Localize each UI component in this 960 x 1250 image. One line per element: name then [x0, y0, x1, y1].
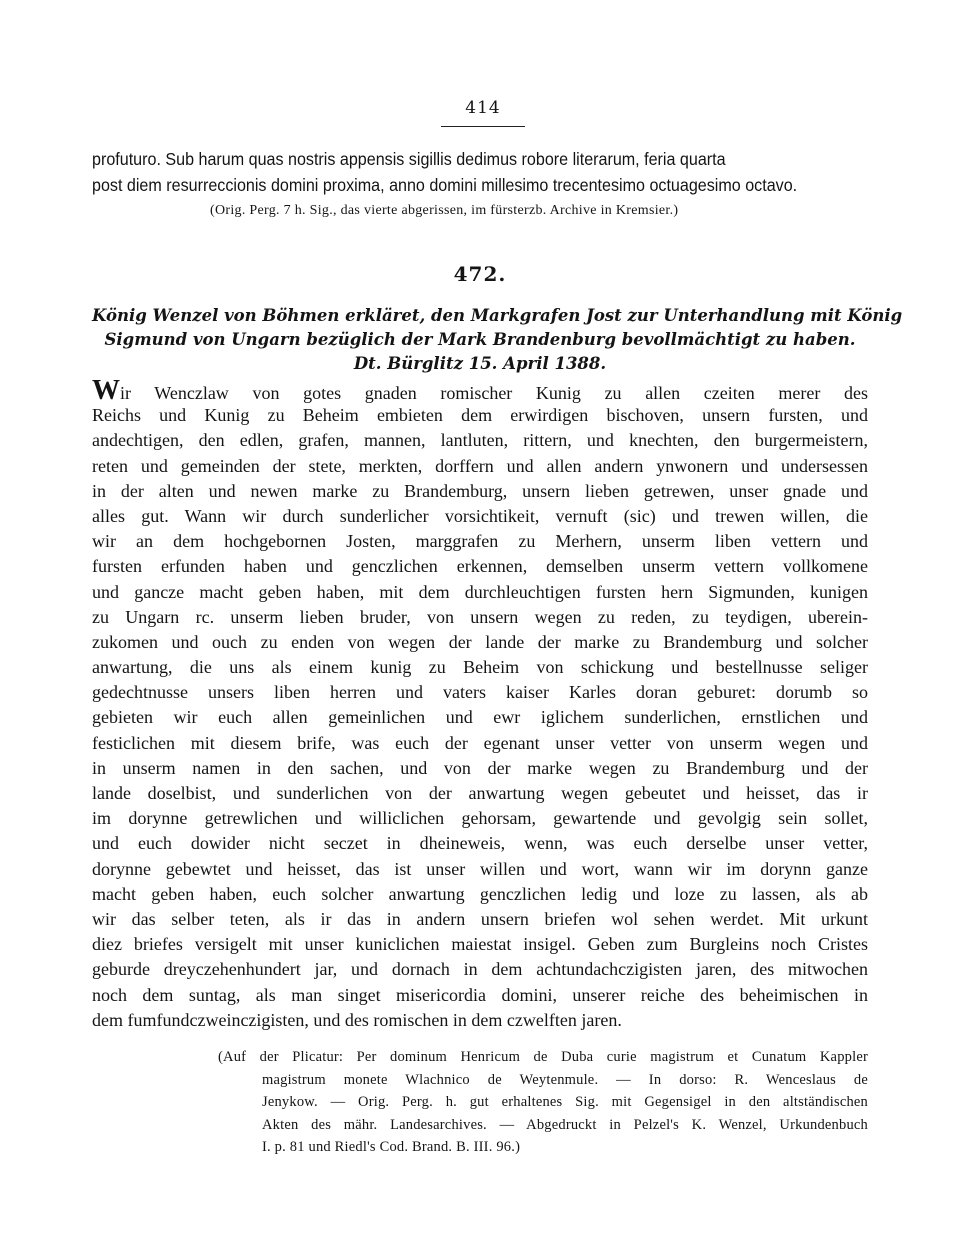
body-line: [92, 1008, 868, 1033]
body-line: [92, 428, 868, 453]
footnote-line: magistrum monete Wlachnico de Weytenmule. — In dorso: R. Wenceslaus de: [262, 1071, 868, 1088]
body-line: [92, 957, 868, 982]
body-line: [92, 680, 868, 705]
page-number-rule: [441, 126, 525, 127]
body-line: [92, 403, 868, 428]
body-line-text: in unserm namen in den sachen, und von der marke wegen zu Brandemburg und der: [92, 757, 868, 778]
body-line-text: fursten erfunden haben und genczlichen erkennen, demselben unserm vettern vollkomene: [92, 556, 868, 577]
body-line-text: zukomen und ouch zu enden von wegen der lande der marke zu Brandemburg und solcher: [92, 631, 868, 652]
document-footnote: [218, 1046, 868, 1159]
document-body: [92, 375, 868, 1033]
body-line: [92, 731, 868, 756]
body-line-text: gebieten wir euch allen gemeinlichen und ewr iglichem sunderlichen, ernstlichen und: [92, 707, 868, 728]
body-line: [92, 375, 868, 406]
body-line-text: noch dem suntag, als man singet misericordia domini, unserer reiche des beheimischen in: [92, 984, 868, 1005]
body-line-text: zu Ungarn rc. unserm lieben bruder, von unsern wegen zu reden, zu teydigen, uberein-: [92, 606, 868, 627]
footnote-line: I. p. 81 und Riedl's Cod. Brand. B. III. 96.): [262, 1139, 521, 1156]
summary-date-line: Dt. Bürglitz 15. April 1388.: [353, 354, 607, 373]
footnote-line: Akten des mähr. Landesarchives. — Abgedruckt in Pelzel's K. Wenzel, Urkundenbuch: [262, 1116, 868, 1133]
body-line: [92, 630, 868, 655]
body-line: [92, 655, 868, 680]
body-line: [92, 882, 868, 907]
body-line: [92, 479, 868, 504]
body-line-text: ir Wenczlaw von gotes gnaden romischer Kunig zu allen czeiten merer des: [120, 383, 868, 403]
body-line: [92, 907, 868, 932]
body-line-text: lande doselbist, und sunderlichen von der anwartung wegen gebeutet und heisset, das ir: [92, 783, 868, 803]
body-line-text: alles gut. Wann wir durch sunderlicher vorsichtikeit, vernuft (sic) und trewen willen, die: [92, 505, 868, 526]
previous-closing-line: profuturo. Sub harum quas nostris appensis sigillis dedimus robore literarum, feria quarta: [92, 149, 726, 169]
body-line: [92, 705, 868, 730]
initial-letter: W: [92, 375, 120, 406]
body-line: [92, 806, 868, 831]
body-line: [92, 781, 868, 806]
body-line-text: dorynne gebewtet und heisset, das ist unser willen und wort, wann wir im dorynn ganze: [92, 858, 868, 879]
body-line-text: und euch dowider nicht seczet in dheineweis, wenn, was euch derselbe unser vetter,: [92, 833, 868, 854]
document-summary: [92, 304, 903, 376]
body-line-text: diez briefes versigelt mit unser kuniclichen maiestat insigel. Geben zum Burgleins noch Cristes: [92, 934, 868, 955]
body-line: [92, 554, 868, 579]
body-line-text: andechtigen, den edlen, grafen, mannen, lantluten, rittern, und knechten, den burgermeistern,: [92, 430, 868, 451]
body-line-text: geburde dreyczehenhundert jar, und dornach in dem achtundachczigisten jaren, des mitwochen: [92, 959, 868, 980]
body-line-text: gedechtnusse unsers liben herren und vaters kaiser Karles doran geburet: dorumb so: [92, 682, 868, 703]
document-number: 472.: [453, 262, 507, 286]
body-line: [92, 504, 868, 529]
body-line-text: wir das selber teten, als ir das in andern unsern briefen wol sehen werdet. Mit urkunt: [92, 908, 868, 929]
body-line-text: macht geben haben, euch solcher anwartung genczlichen ledig und loze zu lassen, als ab: [92, 883, 868, 904]
footnote-line: Jenykow. — Orig. Perg. h. gut erhaltenes Sig. mit Gegensigel in den altständischen: [262, 1094, 868, 1111]
body-line: [92, 580, 868, 605]
previous-closing-line: post diem resurreccionis domini proxima, anno domini millesimo trecentesimo octuagesimo octavo.: [92, 175, 798, 195]
previous-document-closing: [92, 146, 806, 198]
body-line: [92, 605, 868, 630]
body-line-text: wir an dem hochgebornen Josten, marggrafen zu Merhern, unserm liben vettern und: [92, 531, 868, 552]
body-line: [92, 454, 868, 479]
body-line: [92, 756, 868, 781]
body-line: [92, 529, 868, 554]
page-number: 414: [465, 98, 501, 118]
previous-source-note: (Orig. Perg. 7 h. Sig., das vierte abgerissen, im fürsterzb. Archive in Kremsier.): [210, 203, 679, 218]
body-line-text: im dorynne getrewlichen und williclichen gehorsam, gewartende und gevolgig sein sollet,: [92, 808, 868, 829]
body-line-text: dem fumfundczweinczigisten, und des romischen in dem czwelften jaren.: [92, 1009, 622, 1030]
body-line-text: in der alten und newen marke zu Brandemburg, unsern lieben getrewen, unser gnade und: [92, 480, 868, 501]
summary-line: König Wenzel von Böhmen erkläret, den Markgrafen Jost zur Unterhandlung mit König: [92, 306, 903, 325]
body-line-text: festiclichen mit diesem brife, was euch der egenant unser vetter von unserm wegen und: [92, 732, 868, 753]
summary-line: Sigmund von Ungarn bezüglich der Mark Brandenburg bevollmächtigt zu haben.: [104, 330, 856, 349]
body-line: [92, 831, 868, 856]
body-line-text: anwartung, die uns als einem kunig zu Beheim von schickung und bestellnusse seliger: [92, 657, 868, 678]
body-line-text: reten und gemeinden der stete, merkten, dorffern und allen andern ynwonern und undersessen: [92, 455, 868, 476]
body-line: [92, 983, 868, 1008]
body-line: [92, 932, 868, 957]
body-line-text: Reichs und Kunig zu Beheim embieten dem erwirdigen bischoven, unsern fursten, und: [92, 405, 868, 426]
body-line-text: und gancze macht geben haben, mit dem durchleuchtigen fursten hern Sigmunden, kunigen: [92, 581, 868, 602]
body-line: [92, 857, 868, 882]
footnote-line: (Auf der Plicatur: Per dominum Henricum de Duba curie magistrum et Cunatum Kappler: [218, 1049, 868, 1065]
